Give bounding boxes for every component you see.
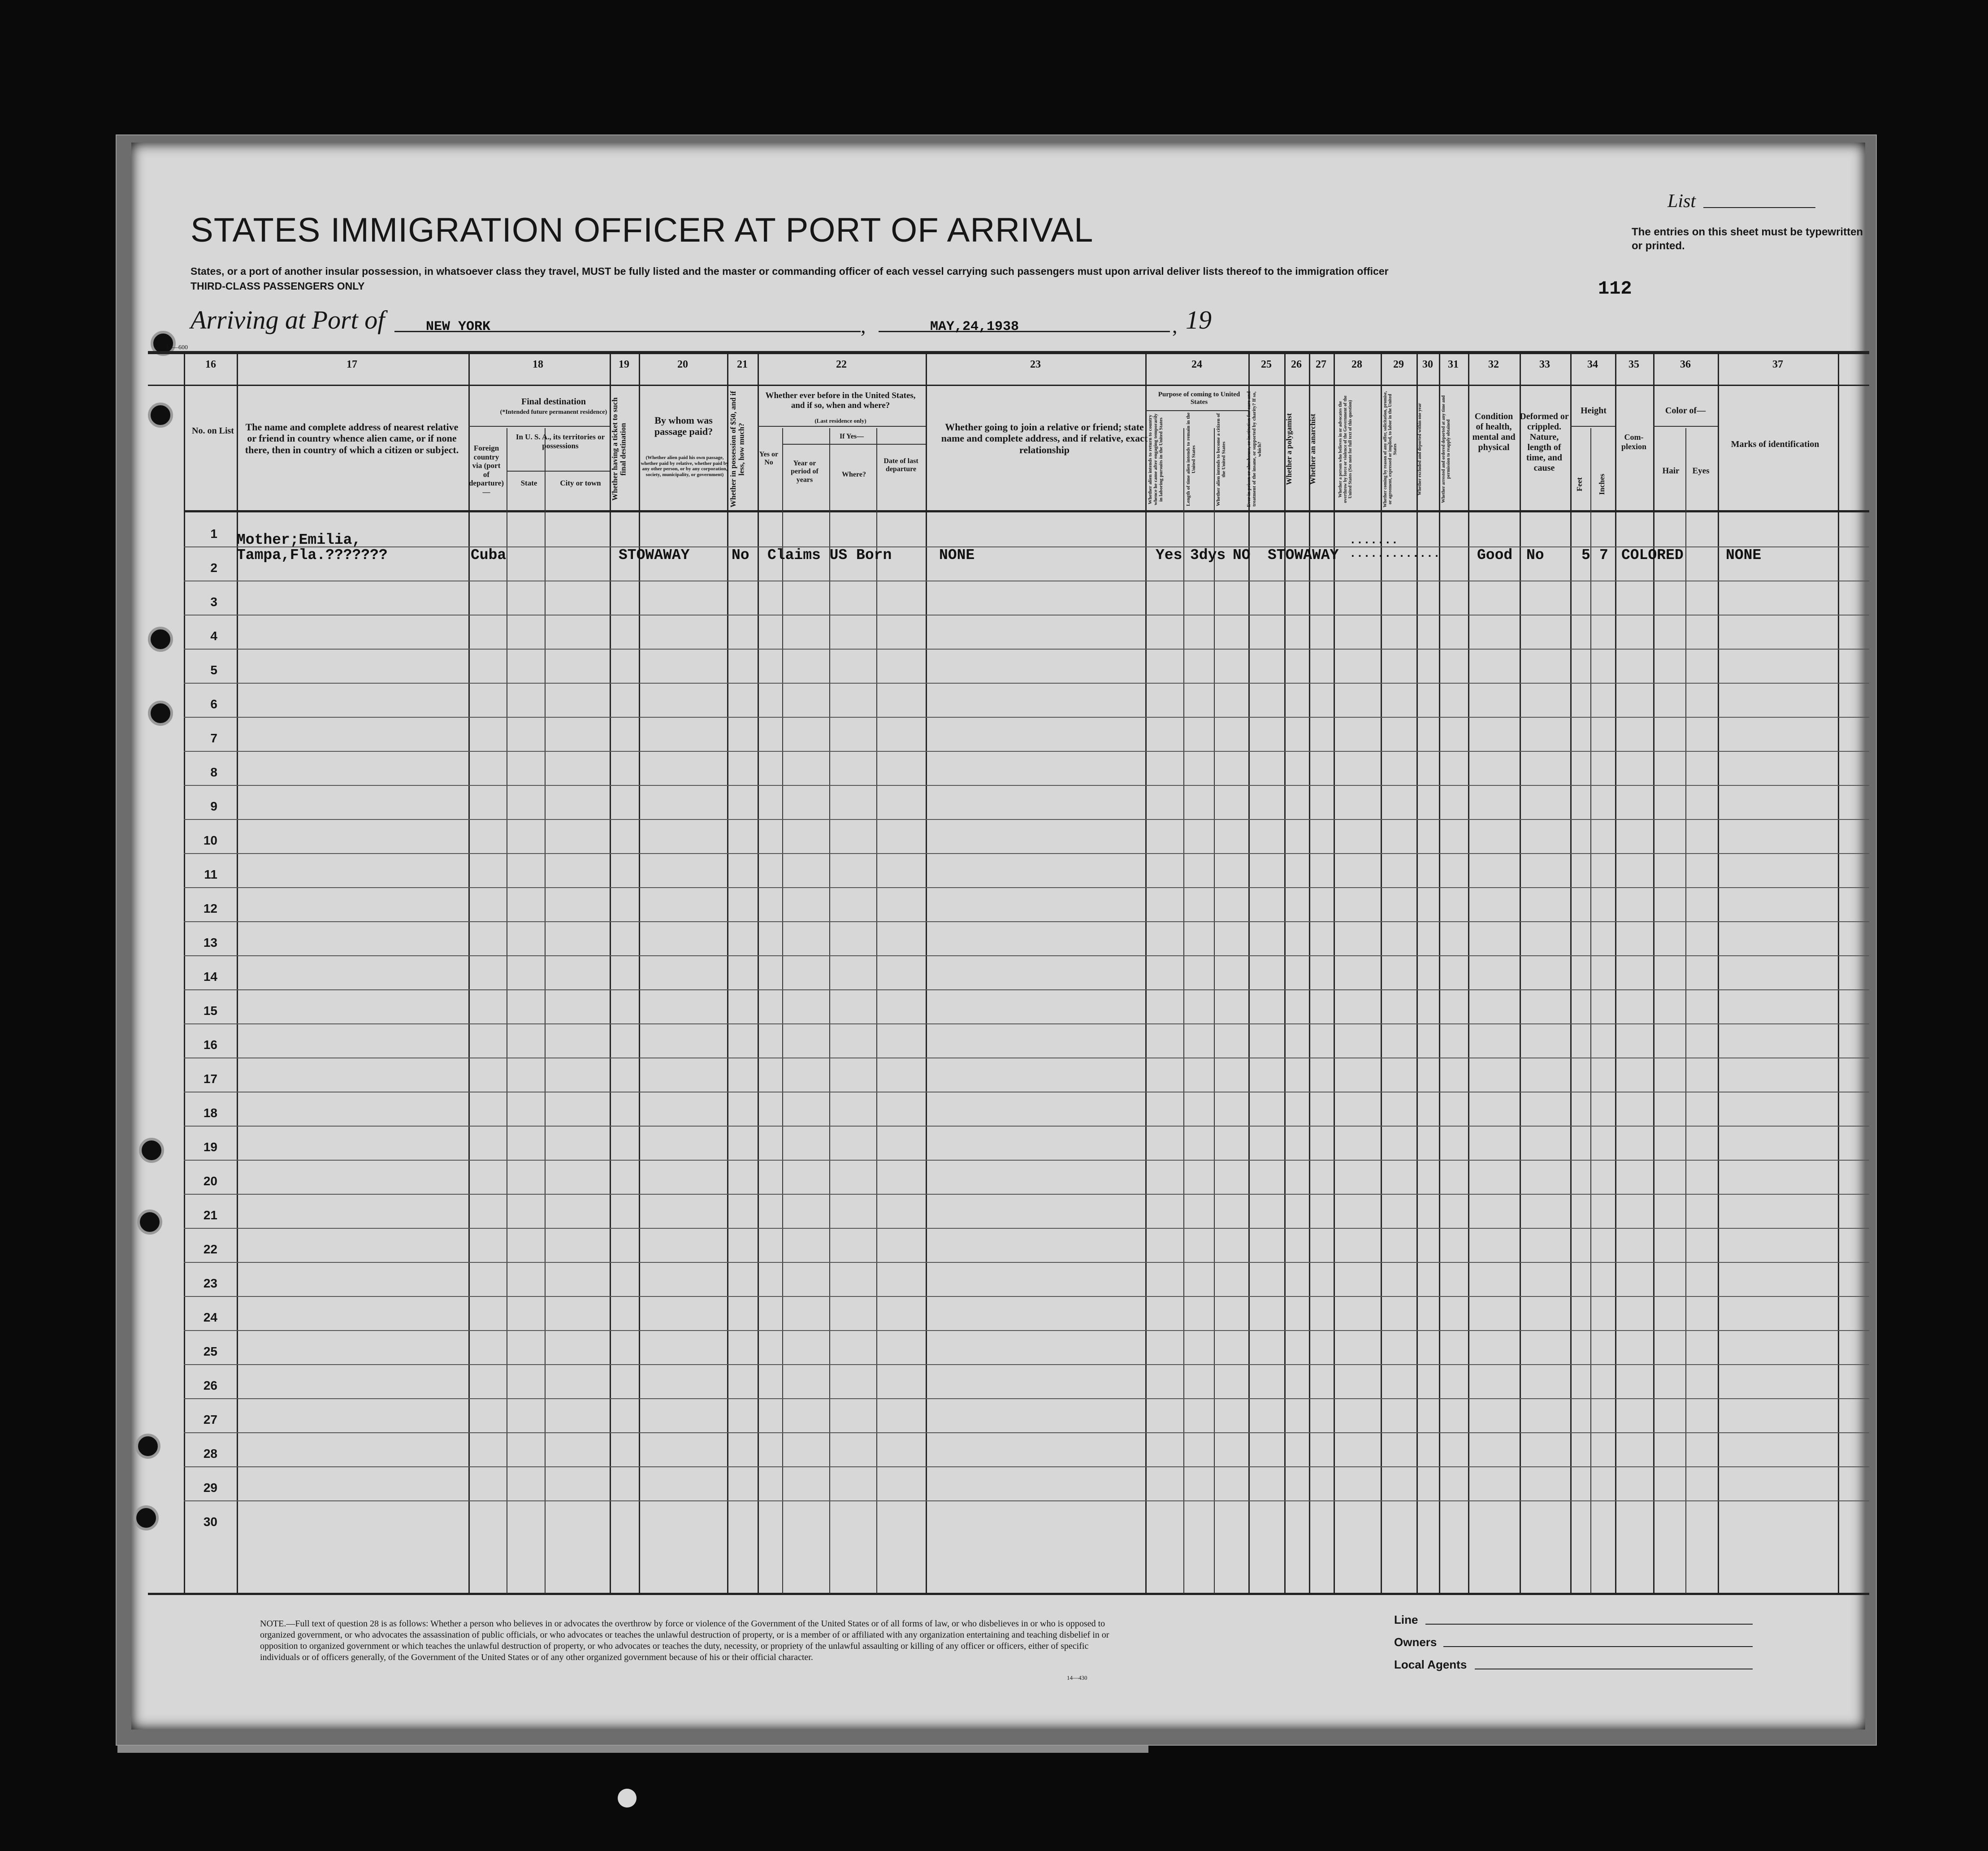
column-number: 31: [1448, 359, 1459, 370]
row-line: [184, 887, 1869, 888]
class-line: THIRD-CLASS PASSENGERS ONLY: [191, 280, 365, 292]
page-title: STATES IMMIGRATION OFFICER AT PORT OF ARRIVAL: [191, 211, 1094, 249]
row-line: [184, 785, 1869, 786]
port-value: NEW YORK: [426, 319, 491, 334]
column-separator: [1214, 428, 1215, 1594]
entry-possession: No: [732, 547, 749, 564]
subheader-divider: [1653, 426, 1718, 427]
row-number: 4: [210, 629, 217, 643]
header-hair: Hair: [1662, 466, 1680, 476]
footer-owners-label: Owners: [1394, 1635, 1437, 1649]
header-city: City or town: [560, 479, 601, 487]
column-separator: [1183, 428, 1184, 1594]
header-purpose: Purpose of coming to United States: [1158, 391, 1240, 406]
row-line: [184, 751, 1869, 752]
column-separator: [1653, 352, 1655, 1594]
header-q28: Whether a person who believes in or advocates the overthrow by force or violence of the Government of the United States (See note for full text of this question): [1338, 395, 1353, 503]
header-color-of: Color of—: [1665, 406, 1706, 416]
row-number: 10: [203, 833, 217, 847]
row-number: 22: [203, 1242, 217, 1256]
arrival-date: MAY,24,1938: [930, 319, 1019, 334]
column-number: 36: [1680, 359, 1691, 370]
column-separator: [1284, 352, 1286, 1594]
column-separator: [1416, 352, 1418, 1594]
column-separator: [184, 352, 185, 1594]
header-before-in-us: Whether ever before in the United States, and if so, when and where?: [765, 391, 916, 410]
row-number: 26: [203, 1378, 217, 1392]
entry-join: NONE: [939, 547, 975, 564]
column-separator: [1309, 352, 1310, 1594]
column-number: 19: [619, 359, 629, 370]
row-line: [184, 1500, 1869, 1501]
entry-marks: NONE: [1726, 547, 1762, 564]
row-number: 8: [210, 765, 217, 779]
header-complexion: Com-plexion: [1621, 433, 1646, 451]
comma-separator: ,: [861, 314, 866, 337]
subheader-divider: [468, 426, 610, 427]
header-eyes: Eyes: [1692, 466, 1710, 476]
header-state: State: [520, 479, 537, 487]
header-date-departure: Date of last departure: [884, 457, 918, 473]
subheader-divider: [1145, 410, 1248, 411]
header-anarchist: Whether an anarchist: [1308, 413, 1317, 485]
entry-return: Yes: [1156, 547, 1182, 564]
footer-owners-underline: [1443, 1646, 1753, 1647]
header-polygamist: Whether a polygamist: [1285, 413, 1293, 486]
entry-condition: Good: [1477, 547, 1513, 564]
row-number: 18: [203, 1106, 217, 1120]
header-relative-address: The name and complete address of nearest relative or friend in country whence alien came, or if none there, then in country of which a citizen or subject.: [245, 421, 459, 455]
row-number: 17: [203, 1072, 217, 1086]
column-number: 18: [533, 359, 543, 370]
entry-complexion: COLORED: [1621, 547, 1684, 564]
row-line: [184, 1262, 1869, 1263]
column-separator: [782, 428, 783, 1594]
row-line: [184, 1126, 1869, 1127]
column-number: 37: [1772, 359, 1783, 370]
entry-before-in-us: Claims US Born: [767, 547, 892, 564]
column-separator: [829, 428, 830, 1594]
subheader-divider: [758, 426, 926, 427]
row-number: 27: [203, 1413, 217, 1426]
entry-relative-address: Tampa,Fla.???????: [237, 547, 388, 564]
column-separator: [926, 352, 927, 1594]
row-line: [184, 546, 1869, 547]
row-number: 11: [204, 867, 217, 881]
instruction-text: The entries on this sheet must be typewritten or printed.: [1632, 226, 1863, 252]
row-number: 28: [203, 1447, 217, 1461]
row-number: 19: [203, 1140, 217, 1154]
column-number: 34: [1587, 359, 1598, 370]
column-number: 35: [1629, 359, 1639, 370]
arriving-label: Arriving at Port of: [191, 305, 385, 334]
row-number: 6: [210, 697, 217, 711]
entry-prison: STOWAWAY: [1268, 547, 1339, 564]
row-number: 23: [203, 1276, 217, 1290]
row-line: [184, 955, 1869, 956]
column-number: 29: [1393, 359, 1404, 370]
entry-length: 3dys: [1190, 547, 1226, 564]
row-line: [184, 1466, 1869, 1467]
entry-citizen: NO: [1233, 547, 1251, 564]
row-number: 14: [203, 970, 217, 984]
row-line: [184, 853, 1869, 854]
column-number: 26: [1291, 359, 1302, 370]
form-number: 14—600: [166, 344, 188, 351]
subheader-divider: [1570, 426, 1615, 427]
row-line: [184, 1023, 1869, 1024]
entry-deformed: No: [1526, 547, 1544, 564]
row-line: [184, 1194, 1869, 1195]
row-line: [184, 649, 1869, 650]
column-separator: [1718, 352, 1719, 1594]
list-label: List: [1667, 191, 1696, 212]
comma-separator: ,: [1172, 314, 1178, 337]
header-condition: Condition of health, mental and physical: [1472, 412, 1516, 452]
column-number: 33: [1539, 359, 1550, 370]
row-line: [184, 717, 1869, 718]
header-final-destination-note: (*Intended future permanent residence): [500, 409, 607, 416]
header-deformed: Deformed or crippled. Nature, length of time, and cause: [1520, 412, 1569, 473]
header-ticket: Whether having a ticket to such final destination: [611, 397, 628, 501]
footer-note: NOTE.—Full text of question 28 is as follows: Whether a person who believes in or advocates the overthrow by force or violence of the Government of the United States or of all forms of law, or who disbelieves in or who is opposed to organized government, or who advocates the assassination of public officials, or who advocates or teaches the unlawful destruction of property, or is a member of or affiliated with any organization entertaining and teaching disbelief in or opposition to organized government or which teaches the unlawful destruction of property, or who advocates or teaches the duty, necessity, or propriety of the unlawful assaulting or killing of any officer or officers, either of specific individuals or of officers generally, of the Government of the United States or of any other organized government because of his or their official character.: [260, 1619, 1109, 1662]
entry-feet: 5: [1581, 547, 1590, 564]
header-purpose-return: Whether alien intends to return to country whence he came after engaging temporarily in laboring pursuits in the United States: [1148, 413, 1164, 506]
column-number: 27: [1316, 359, 1326, 370]
entry-passage: STOWAWAY: [619, 547, 690, 564]
header-foreign-country: Foreign country via (port of departure)—: [468, 444, 504, 496]
column-separator: [1685, 428, 1686, 1594]
row-line: [184, 1432, 1869, 1433]
column-separator: [1334, 352, 1335, 1594]
row-line: [184, 1330, 1869, 1331]
header-q31: Whether arrested and ordered deported at any time and permission to reapply obtained: [1441, 395, 1451, 503]
row-number: 16: [203, 1038, 217, 1052]
header-height: Height: [1581, 406, 1607, 416]
column-number: 23: [1030, 359, 1041, 370]
row-line: [184, 921, 1869, 922]
column-separator: [1615, 352, 1616, 1594]
footer-line-label: Line: [1394, 1613, 1418, 1626]
row-number: 7: [210, 731, 217, 745]
subheader-divider: [782, 444, 926, 445]
row-number: 5: [210, 663, 217, 677]
year-prefix: 19: [1186, 305, 1212, 334]
footer-agents-label: Local Agents: [1394, 1658, 1467, 1671]
header-purpose-citizen: Whether alien intends to become a citizen of the United States: [1216, 413, 1227, 506]
header-join-relative: Whether going to join a relative or friend; state name and complete address, and if relative, exact relationship: [941, 421, 1148, 455]
row-line: [184, 819, 1869, 820]
row-number: 1: [210, 527, 217, 541]
row-line: [184, 1398, 1869, 1399]
list-number: 112: [1598, 278, 1632, 299]
footer-form-number: 14—430: [1067, 1674, 1087, 1681]
column-separator: [1520, 352, 1521, 1594]
row-line: [184, 615, 1869, 616]
column-separator: [1468, 352, 1469, 1594]
header-in-usa: In U. S. A., its territories or possessions: [515, 433, 605, 450]
column-separator: [876, 428, 877, 1594]
row-number: 20: [203, 1174, 217, 1188]
row-number: 21: [203, 1208, 217, 1222]
header-possession: Whether in possession of $50, and if less, how much?: [729, 391, 746, 507]
header-purpose-length: Length of time alien intends to remain in the United States: [1186, 412, 1197, 507]
column-separator: [1439, 352, 1440, 1594]
footer-line-underline: [1425, 1624, 1753, 1625]
column-number: 32: [1488, 359, 1499, 370]
column-separator: [1248, 352, 1250, 1594]
column-number: 16: [205, 359, 216, 370]
row-number: 15: [203, 1004, 217, 1018]
row-line: [184, 1228, 1869, 1229]
column-separator: [610, 352, 611, 1594]
row-number: 29: [203, 1481, 217, 1495]
header-q30: Whether excluded and deported within one year: [1417, 403, 1422, 495]
row-number: 9: [210, 799, 217, 813]
row-number: 13: [203, 936, 217, 949]
header-yes-no: Yes or No: [759, 451, 779, 467]
column-number: 30: [1422, 359, 1433, 370]
column-separator: [545, 428, 546, 1594]
entry-dots: .............: [1349, 547, 1440, 560]
row-line: [184, 1160, 1869, 1161]
row-line: [184, 1364, 1869, 1365]
subtitle: States, or a port of another insular possession, in whatsoever class they travel, MUST be fully listed and the master or commanding officer of each vessel carrying such passengers must upon arrival deliver lists thereof to the immigration officer: [191, 265, 1389, 277]
header-no-on-list: No. on List: [192, 426, 234, 436]
subheader-divider: [507, 471, 610, 472]
entry-foreign-country: Cuba: [471, 547, 507, 564]
header-prison: Ever in prison or almshouse, or institution for care and treatment of the insane, or supported by charity? If so, which?: [1246, 391, 1263, 507]
column-number: 25: [1261, 359, 1272, 370]
row-line: [184, 989, 1869, 990]
column-number: 28: [1351, 359, 1362, 370]
header-where: Where?: [842, 471, 866, 478]
row-number: 30: [203, 1515, 217, 1529]
column-number: 17: [346, 359, 357, 370]
column-separator: [727, 352, 728, 1594]
row-line: [184, 683, 1869, 684]
row-number: 12: [203, 902, 217, 915]
column-separator: [468, 352, 470, 1594]
entry-dots-upper: .......: [1349, 533, 1399, 547]
header-final-destination: Final destination: [521, 397, 586, 407]
entry-relative-name: Mother;Emilia,: [237, 532, 361, 548]
header-year-period: Year or period of years: [791, 459, 819, 484]
row-number: 25: [203, 1344, 217, 1358]
header-last-residence: (Last residence only): [814, 417, 866, 424]
column-separator: [639, 352, 640, 1594]
header-if-yes: If Yes—: [839, 433, 864, 440]
column-number: 20: [677, 359, 688, 370]
row-number: 3: [210, 595, 217, 609]
column-number: 22: [836, 359, 847, 370]
header-q29: Whether coming by reason of any offer, solicitation, promise, or agreement, expressed or implied, to labor in the United States: [1383, 391, 1398, 507]
header-passage-paid: By whom was passage paid?: [654, 415, 713, 438]
column-separator: [1570, 352, 1572, 1594]
column-number: 21: [737, 359, 748, 370]
column-separator: [1145, 352, 1147, 1594]
column-separator: [1590, 428, 1591, 1594]
header-inches: Inches: [1598, 473, 1606, 495]
header-feet: Feet: [1575, 477, 1584, 491]
column-separator: [758, 352, 759, 1594]
header-passage-note: (Whether alien paid his own passage, whether paid by relative, whether paid by any other person, or by any corporation, society, municipality, or government): [641, 455, 729, 477]
row-number: 2: [210, 561, 217, 575]
row-number: 24: [203, 1310, 217, 1324]
column-number: 24: [1191, 359, 1202, 370]
entry-inches: 7: [1599, 547, 1608, 564]
row-line: [184, 1296, 1869, 1297]
header-marks: Marks of identification: [1731, 439, 1819, 449]
column-separator: [1838, 352, 1839, 1594]
